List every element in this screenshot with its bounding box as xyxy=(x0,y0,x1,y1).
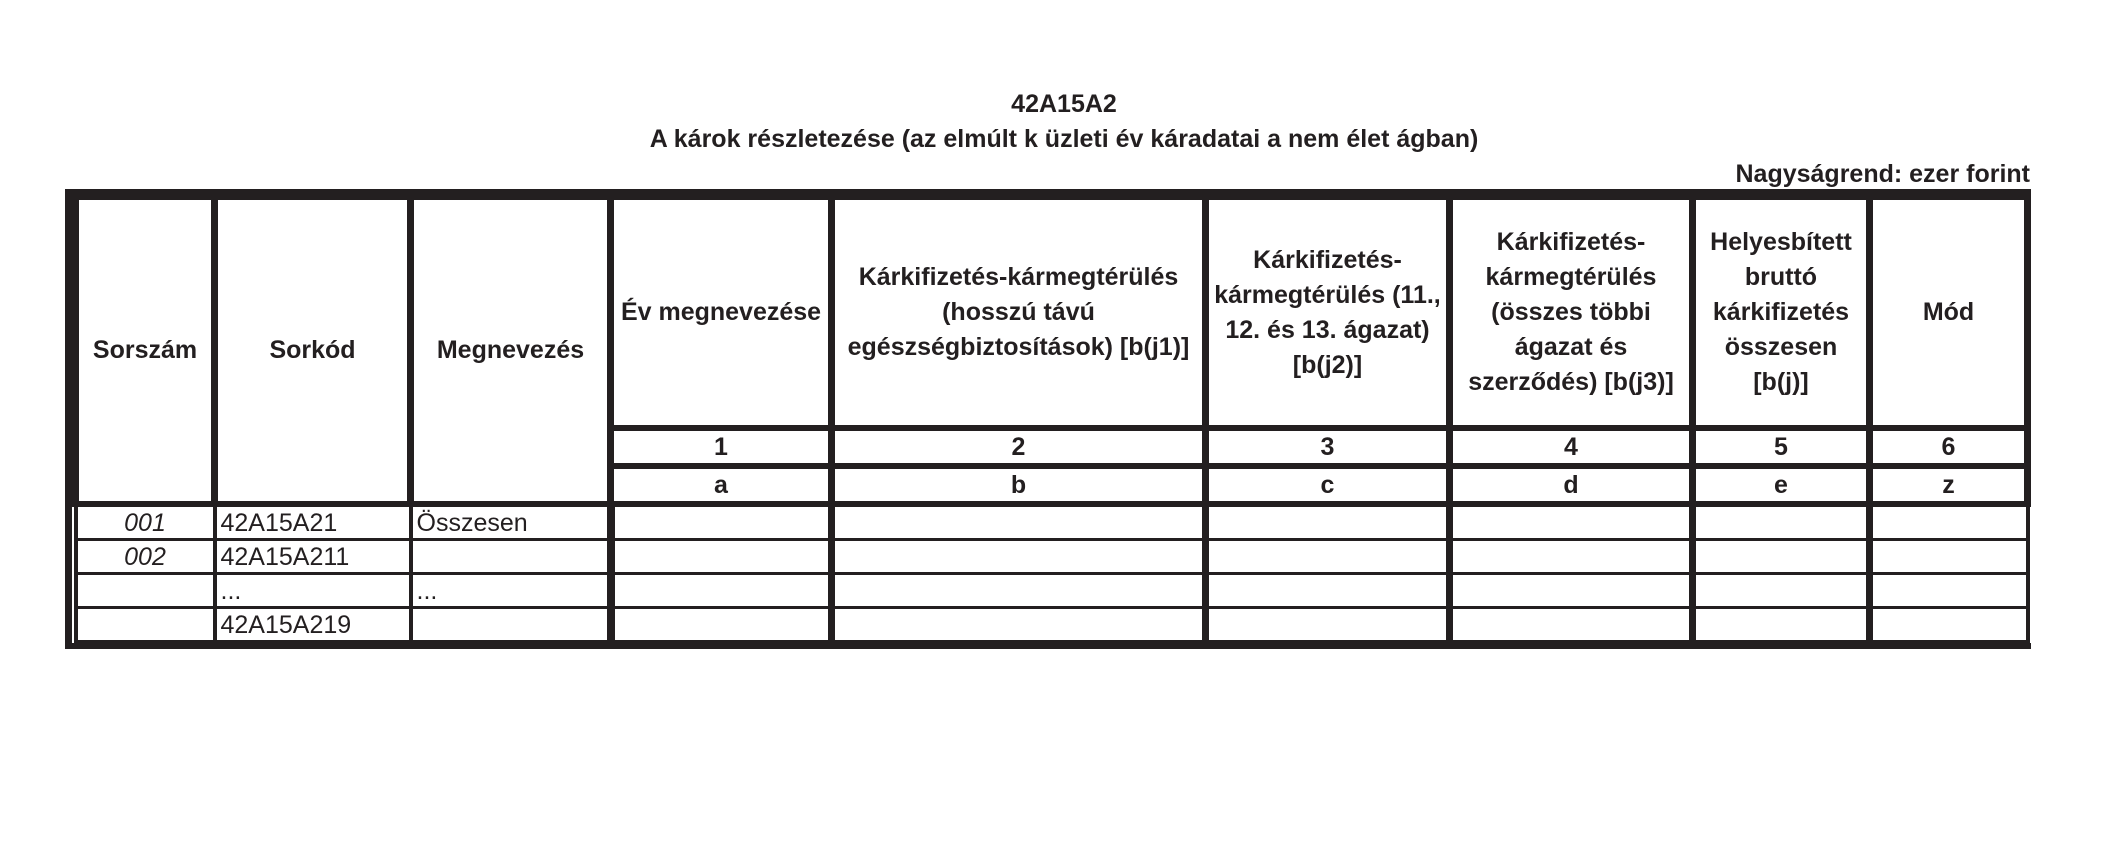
data-cell[interactable] xyxy=(1693,540,1870,574)
form-code: 42A15A2 xyxy=(1011,90,1117,118)
column-number: 3 xyxy=(1206,428,1450,466)
data-cell[interactable] xyxy=(1870,504,2028,540)
column-letter: a xyxy=(611,466,832,504)
data-cell[interactable] xyxy=(1450,540,1693,574)
data-cell[interactable] xyxy=(1450,574,1693,608)
header-ev-megnevezese: Év megnevezése xyxy=(611,198,832,428)
column-letter: b xyxy=(832,466,1206,504)
header-karkifizetes-j2: Kárkifizetés-kármegtérülés (11., 12. és 13. ágazat) [b(j2)] xyxy=(1206,198,1450,428)
data-cell[interactable] xyxy=(1693,608,1870,642)
data-cell[interactable] xyxy=(1450,608,1693,642)
column-number: 4 xyxy=(1450,428,1693,466)
column-letter: z xyxy=(1870,466,2028,504)
data-cell[interactable] xyxy=(611,608,832,642)
header-helyesbitett-brutto: Helyesbített bruttó kárkifizetés összesen [b(j)] xyxy=(1693,198,1870,428)
data-cell[interactable] xyxy=(611,504,832,540)
table-row xyxy=(76,608,2028,642)
row-sorszam: 002 xyxy=(76,540,215,574)
column-number: 5 xyxy=(1693,428,1870,466)
data-cell[interactable] xyxy=(832,540,1206,574)
data-cell[interactable] xyxy=(1206,504,1450,540)
form-title: A károk részletezése (az elmúlt k üzleti év káradatai a nem élet ágban) xyxy=(649,125,1479,153)
row-sorkod: 42A15A211 xyxy=(215,540,411,574)
row-megnevezes xyxy=(411,608,611,642)
data-table-frame xyxy=(65,189,2031,649)
row-sorkod: ... xyxy=(215,574,411,608)
row-megnevezes xyxy=(411,540,611,574)
row-sorszam xyxy=(76,574,215,608)
row-sorkod: 42A15A219 xyxy=(215,608,411,642)
column-number: 2 xyxy=(832,428,1206,466)
unit-label: Nagyságrend: ezer forint xyxy=(1735,160,2030,188)
data-cell[interactable] xyxy=(1206,608,1450,642)
data-cell[interactable] xyxy=(1870,540,2028,574)
data-cell[interactable] xyxy=(832,574,1206,608)
data-cell[interactable] xyxy=(1206,540,1450,574)
row-megnevezes: Összesen xyxy=(411,504,611,540)
column-letter: d xyxy=(1450,466,1693,504)
data-cell[interactable] xyxy=(832,608,1206,642)
data-cell[interactable] xyxy=(611,574,832,608)
row-megnevezes: ... xyxy=(411,574,611,608)
header-karkifizetes-j1: Kárkifizetés-kármegtérülés (hosszú távú egészségbiztosítások) [b(j1)] xyxy=(832,198,1206,428)
table-row xyxy=(76,540,2028,574)
data-table xyxy=(72,196,2031,643)
data-cell[interactable] xyxy=(1693,574,1870,608)
header-sorkod: Sorkód xyxy=(215,198,411,504)
row-sorkod: 42A15A21 xyxy=(215,504,411,540)
data-cell[interactable] xyxy=(832,504,1206,540)
header-sorszam: Sorszám xyxy=(76,198,215,504)
row-sorszam: 001 xyxy=(76,504,215,540)
data-cell[interactable] xyxy=(1693,504,1870,540)
column-letter: c xyxy=(1206,466,1450,504)
data-cell[interactable] xyxy=(1870,608,2028,642)
table-row xyxy=(76,574,2028,608)
data-cell[interactable] xyxy=(1206,574,1450,608)
data-cell[interactable] xyxy=(1450,504,1693,540)
data-cell[interactable] xyxy=(1870,574,2028,608)
header-mod: Mód xyxy=(1870,198,2028,428)
table-row xyxy=(76,504,2028,540)
header-megnevezes: Megnevezés xyxy=(411,198,611,504)
data-cell[interactable] xyxy=(611,540,832,574)
column-number: 1 xyxy=(611,428,832,466)
header-karkifizetes-j3: Kárkifizetés-kármegtérülés (összes többi ágazat és szerződés) [b(j3)] xyxy=(1450,198,1693,428)
column-letter: e xyxy=(1693,466,1870,504)
row-sorszam xyxy=(76,608,215,642)
column-number: 6 xyxy=(1870,428,2028,466)
